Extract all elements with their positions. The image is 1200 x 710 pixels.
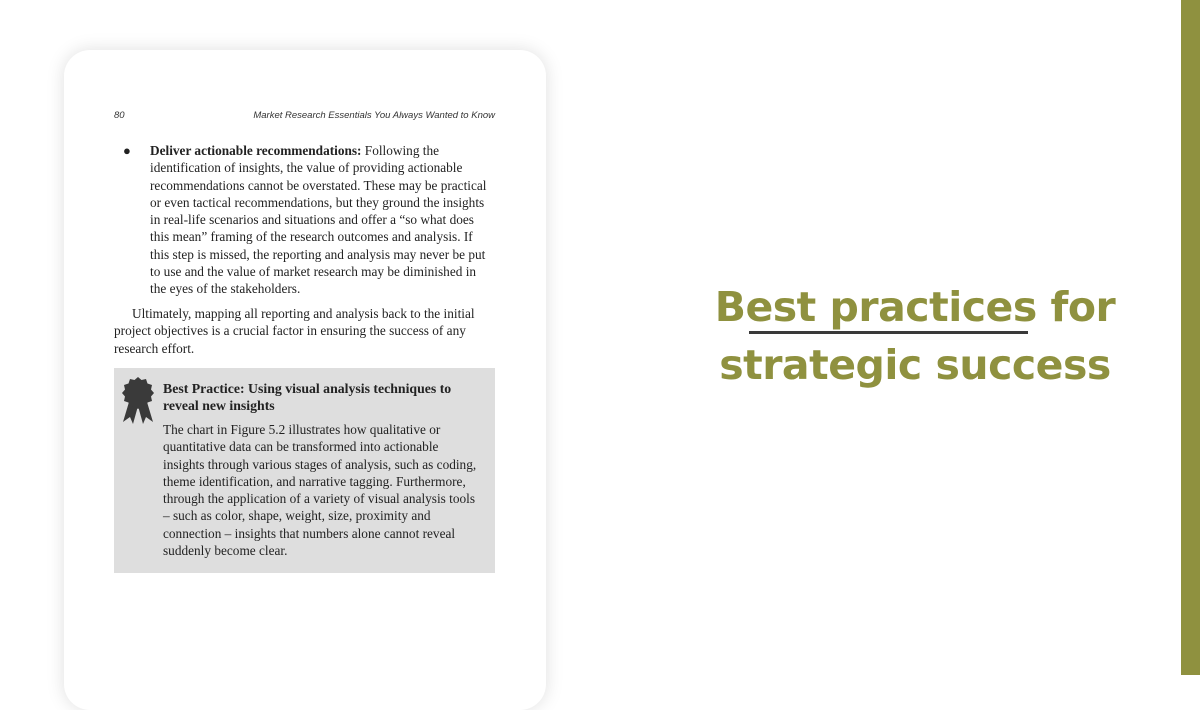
book-page	[64, 50, 546, 710]
page-number: 80	[114, 110, 125, 121]
accent-side-bar	[1181, 0, 1200, 675]
bullet-heading: Deliver actionable recommendations:	[150, 143, 362, 158]
running-header	[114, 110, 495, 121]
best-practice-box	[114, 368, 495, 573]
bullet-text	[150, 142, 495, 298]
book-title: Market Research Essentials You Always Wanted to Know	[253, 110, 495, 121]
bullet-marker: ●	[123, 143, 131, 158]
body-paragraph: Ultimately, mapping all reporting and analysis back to the initial project objectives is a crucial factor in ensuring the success of any research effort.	[114, 306, 475, 356]
heading-underline	[749, 331, 1028, 334]
award-ribbon-icon	[119, 376, 157, 424]
bullet-item	[114, 142, 495, 298]
bullet-body: Following the identification of insights, the value of providing actionable recommendations cannot be overstated. These may be practical or even tactical recommendations, but they ground the insights in real-life scenarios and situations and offer a “so what does this mean” framing of the research outcomes and analysis. If this step is missed, the reporting and analysis may never be put to use and the value of market research may be diminished in the eyes of the stakeholders.	[150, 143, 487, 297]
slide-heading: Best practices for strategic success	[714, 283, 1116, 389]
best-practice-body: The chart in Figure 5.2 illustrates how qualitative or quantitative data can be transformed into actionable insights through various stages of analysis, such as coding, theme identification, and narrative tagging. Furthermore, through the application of a variety of visual analysis tools – such as color, shape, weight, size, proximity and connection – insights that numbers alone cannot reveal suddenly become clear.	[163, 422, 477, 559]
best-practice-title: Best Practice: Using visual analysis techniques to reveal new insights	[163, 381, 452, 413]
